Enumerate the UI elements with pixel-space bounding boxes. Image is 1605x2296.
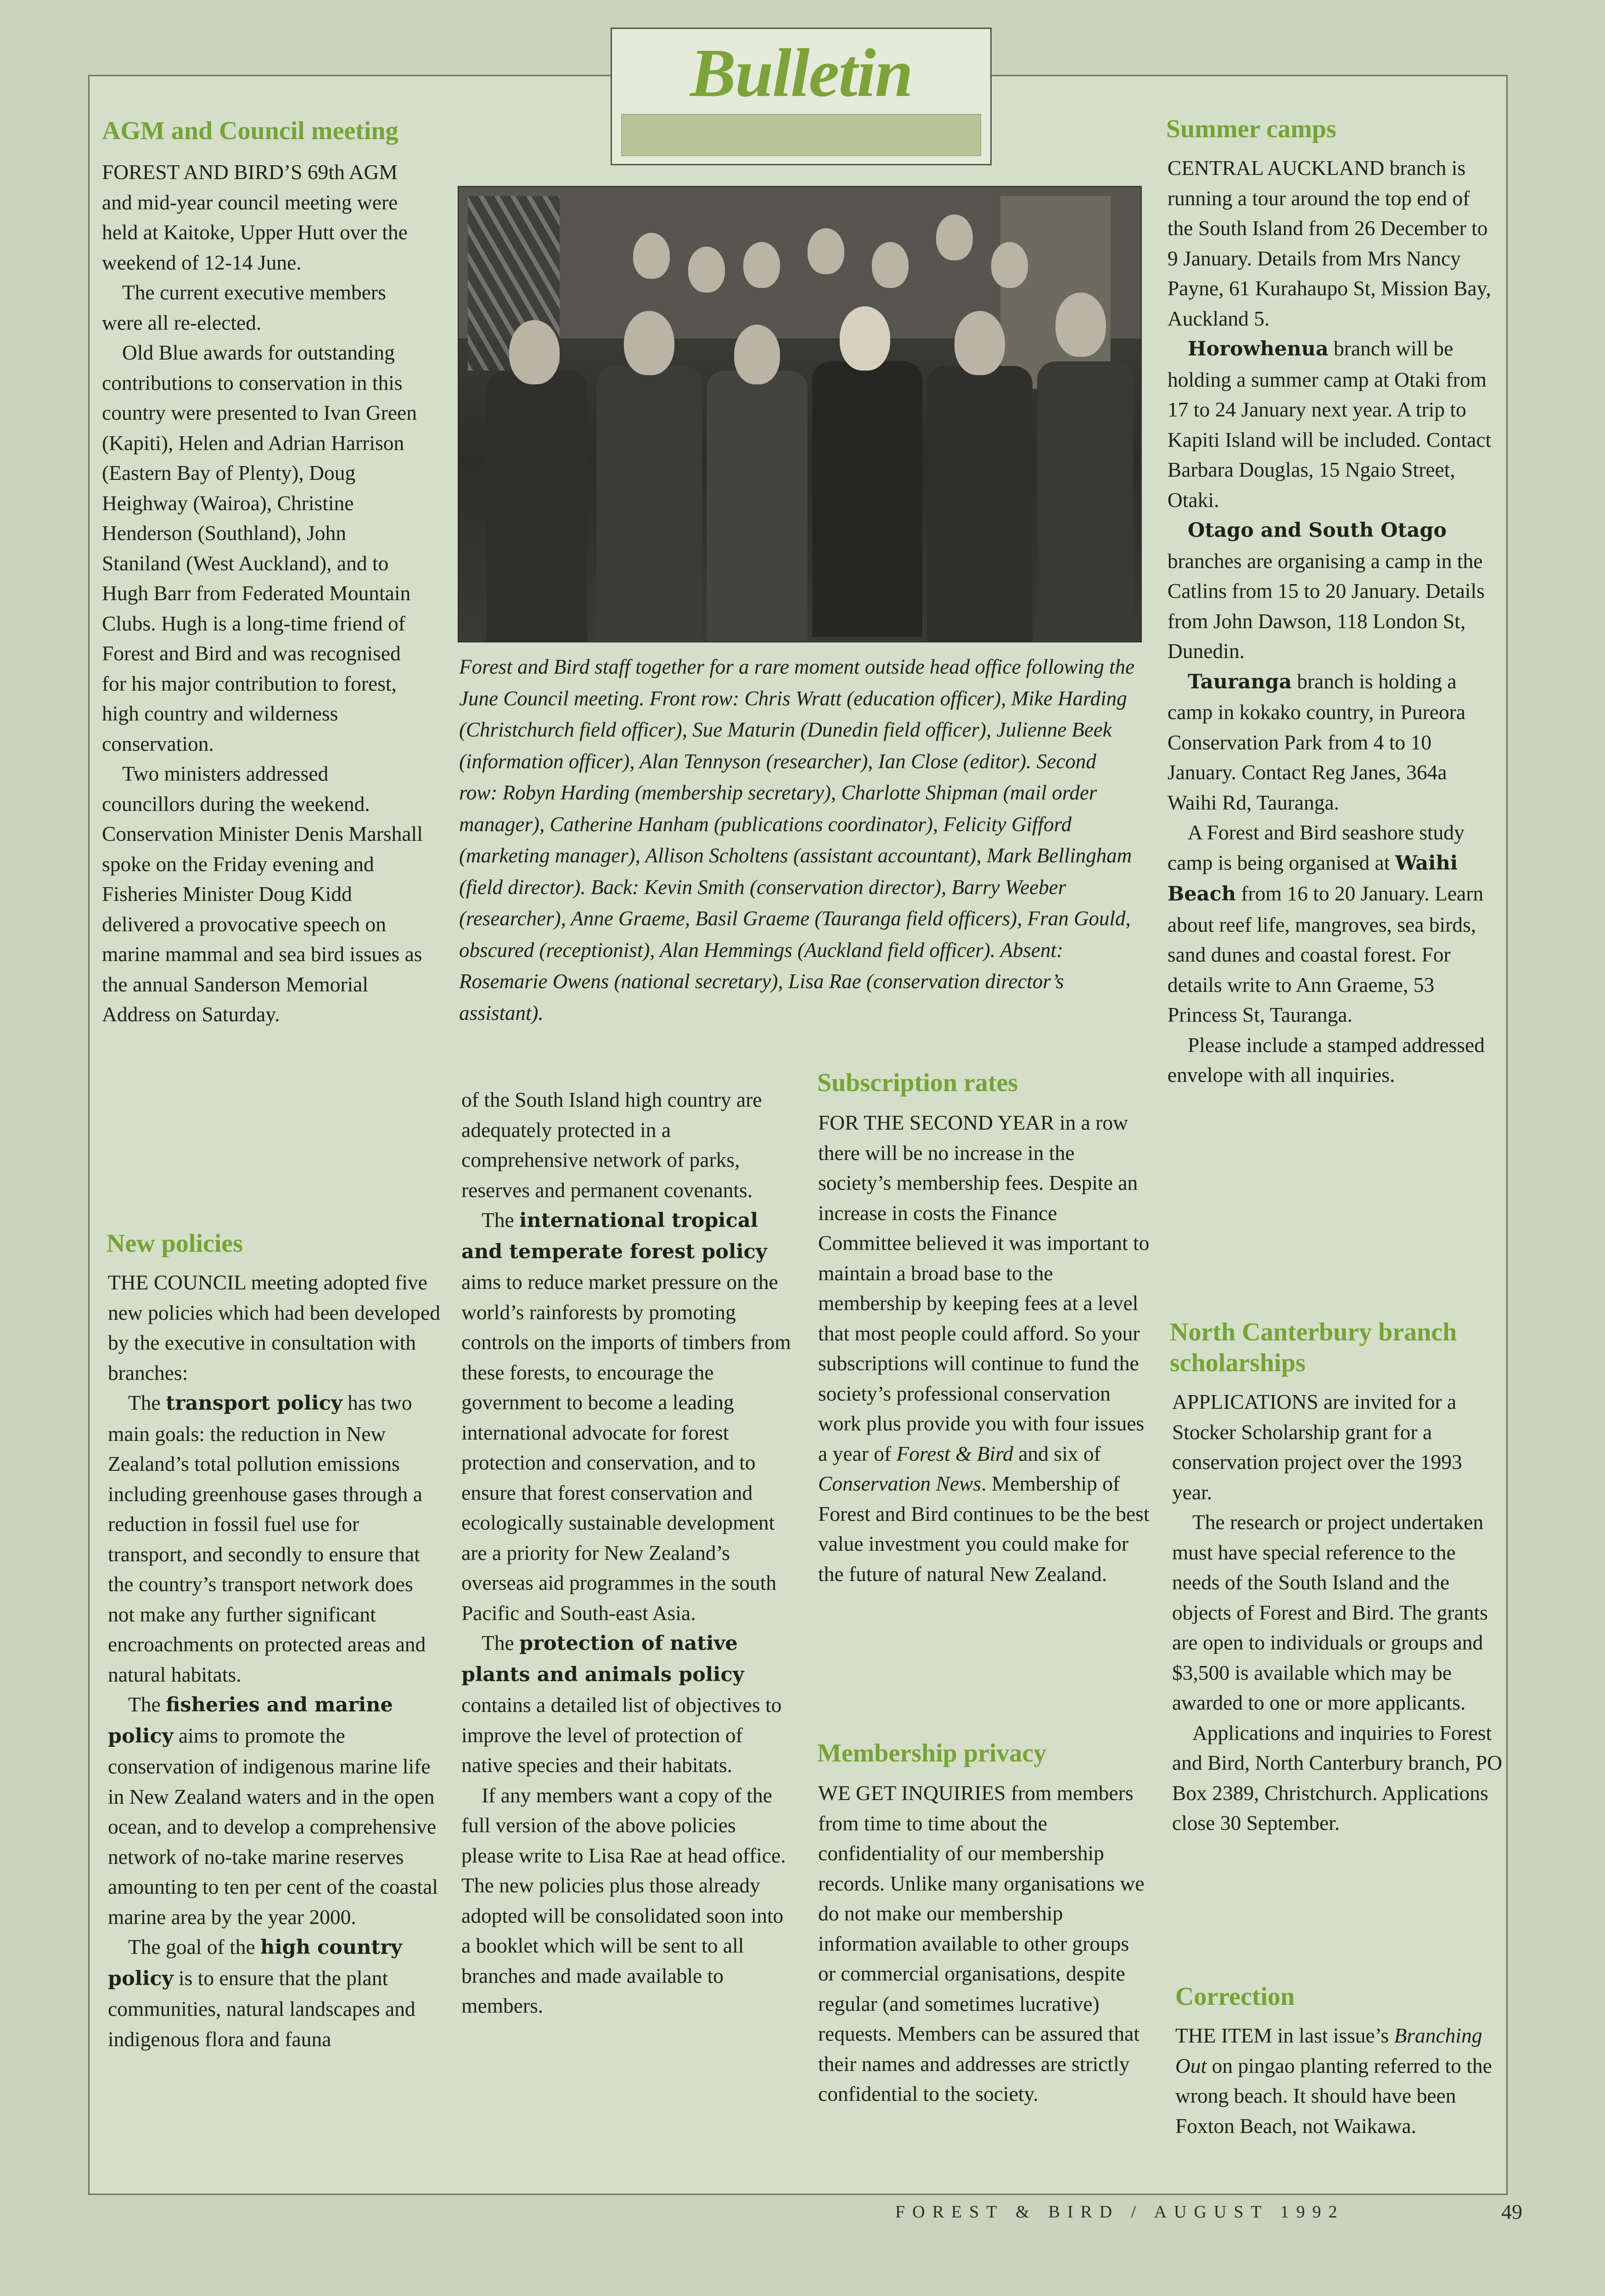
scholarships-paragraph-2: The research or project undertaken must have special reference to the needs of the South Island and the objects of Forest and Bird. The grants are open to individuals or groups and $3,500 is available which may be awarded to one or more applicants. [1172,1510,1488,1714]
agm-article [102,157,423,1030]
policies-copy-paragraph: If any members want a copy of the full version of the above policies please write to Lisa Rae at head office. The new policies plus those already adopted will be consolidated soon into a booklet which will be sent to all branches and made available to members. [461,1783,786,2017]
high-country-policy-term: high country policy [108,1936,402,1990]
transport-paragraph: The transport policy has two main goals: the reduction in New Zealand’s total pollution emissions including greenhouse gases through a reduction in fossil fuel use for transport, and secondly to ensure that the country’s transport network does not make any further significant encroachments on protected areas and natural habitats. [108,1391,426,1686]
fisheries-paragraph: The fisheries and marine policy aims to promote the conservation of indigenous marine life in New Zealand waters and in the open ocean, and to develop a comprehensive network of no-take marine reserves amounting to ten per cent of the coastal marine area by the year 2000. [108,1693,438,1929]
privacy-article [818,1778,1151,2109]
masthead-title: Bulletin [690,35,913,111]
agm-paragraph-2: The current executive members were all re-elected. [102,281,386,334]
magazine-title-forest-bird: Forest & Bird [896,1441,1013,1465]
international-forest-paragraph: The international tropical and temperate forest policy aims to reduce market pressure on the world’s rainforests by promoting controls on the imports of timbers from these forests, to encourage the government to become a leading international advocate for forest protection and conservation, and to ensure that forest conservation and ecologically sustainable development are a priority for New Zealand’s overseas aid programmes in the south Pacific and South-east Asia. [461,1208,791,1625]
policies-heading: New policies [107,1229,243,1258]
international-forest-policy-term: international tropical and temperate forest policy [461,1209,767,1263]
agm-paragraph-3: Old Blue awards for outstanding contributions to conservation in this country were presented to Ivan Green (Kapiti), Helen and Adrian Harrison (Eastern Bay of Plenty), Doug Heighway (Wairoa), Christine Henderson (Southland), John Staniland (West Auckland), and to Hugh Barr from Federated Mountain Clubs. Hugh is a long-time friend of Forest and Bird and was recognised for his major contribution to forest, high country and wilderness conservation. [102,341,417,755]
policies-article-start [108,1267,441,2054]
scholarships-article [1172,1387,1503,1838]
scholarships-heading: North Canterbury branch scholarships [1170,1318,1457,1378]
tauranga-term: Tauranga [1188,670,1292,693]
correction-heading: Correction [1175,1982,1295,2011]
agm-paragraph-4: Two ministers addressed councillors during the weekend. Conservation Minister Denis Marshall spoke on the Friday evening and Fisheries Minister Doug Kidd delivered a provocative speech on marine mammal and sea bird issues as the annual Sanderson Memorial Address on Saturday. [102,762,423,1026]
staff-photo [458,186,1142,642]
native-species-paragraph: The protection of native plants and animals policy contains a detailed list of objectives to improve the level of protection of native species and their habitats. [461,1631,782,1777]
transport-policy-term: transport policy [166,1392,342,1415]
stamped-envelope-paragraph: Please include a stamped addressed envelope with all inquiries. [1167,1033,1485,1086]
native-species-policy-term: protection of native plants and animals policy [461,1632,744,1686]
policies-intro: THE COUNCIL meeting adopted five new policies which had been developed by the executive in consultation with branches: [108,1271,440,1384]
camps-heading: Summer camps [1166,115,1336,143]
correction-paragraph: THE ITEM in last issue’s Branching Out on pingao planting referred to the wrong beach. It should have been Foxton Beach, not Waikawa. [1175,2024,1492,2138]
policies-article-continued [461,1085,792,2021]
magazine-title-conservation-news: Conservation News [818,1472,982,1495]
central-auckland-paragraph: CENTRAL AUCKLAND branch is running a tour around the top end of the South Island from 26 December to 9 January. Details from Mrs Nancy Payne, 61 Kurahaupo St, Mission Bay, Auckland 5. [1167,156,1491,330]
seashore-paragraph: A Forest and Bird seashore study camp is being organised at Waihi Beach from 16 to 20 January. Learn about reef life, mangroves, sea birds, sand dunes and coastal forest. For details write to Ann Graeme, 53 Princess St, Tauranga. [1167,821,1484,1026]
camps-article [1167,153,1498,1090]
tauranga-paragraph: Tauranga branch is holding a camp in kokako country, in Pureora Conservation Park from 4 to 10 January. Contact Reg Janes, 364a Waihi Rd, Tauranga. [1167,669,1466,814]
privacy-paragraph: WE GET INQUIRIES from members from time to time about the confidentiality of our membership records. Unlike many organisations we do not make our membership information available to other groups or commercial organisations, despite regular (and sometimes lucrative) requests. Members can be assured that their names and addresses are strictly confidential to the society. [818,1781,1145,2105]
subscription-heading: Subscription rates [817,1069,1018,1097]
scholarships-paragraph-3: Applications and inquiries to Forest and Bird, North Canterbury branch, PO Box 2389, Christchurch. Applications close 30 September. [1172,1721,1503,1835]
footer-publication: FOREST & BIRD / AUGUST 1992 [895,2202,1345,2222]
photo-doorway [1000,196,1111,389]
branching-out-title: Branching Out [1175,2024,1482,2077]
otago-term: Otago and South Otago [1188,519,1447,542]
page-number: 49 [1501,2200,1522,2223]
masthead-bar [621,114,981,156]
subscription-paragraph: FOR THE SECOND YEAR in a row there will be no increase in the society’s membership fees. Despite an increase in costs the Finance Committee believed it was important to maintain a broad base to the membership by keeping fees at a level that most people could afford. So your subscriptions will continue to fund the society’s professional conservation work plus provide you with four issues a year of Forest & Bird and six of Conservation News. Membership of Forest and Bird continues to be the best value investment you could make for the future of natural New Zealand. [818,1111,1150,1586]
subscription-article [818,1108,1151,1589]
high-country-paragraph: The goal of the high country policy is to ensure that the plant communities, natural landscapes and indigenous flora and fauna [108,1935,415,2051]
agm-paragraph-1: FOREST AND BIRD’S 69th AGM and mid-year council meeting were held at Kaitoke, Upper Hutt over the weekend of 12-14 June. [102,160,408,274]
masthead [611,28,992,165]
scholarships-paragraph-1: APPLICATIONS are invited for a Stocker Scholarship grant for a conservation project over the 1993 year. [1172,1390,1462,1504]
photo-caption: Forest and Bird staff together for a rare moment outside head office following the June Council meeting. Front row: Chris Wratt (education officer), Mike Harding (Christchurch field officer), Sue Maturin (Dunedin field officer), Julienne Beek (information officer), Alan Tennyson (researcher), Ian Close (editor). Second row: Robyn Harding (membership secretary), Charlotte Shipman (mail order manager), Catherine Hanham (publications coordinator), Felicity Gifford (marketing manager), Allison Scholtens (assistant accountant), Mark Bellingham (field director). Back: Kevin Smith (conservation director), Barry Weeber (researcher), Anne Graeme, Basil Graeme (Tauranga field officers), Fran Gould, obscured (receptionist), Alan Hemmings (Auckland field officer). Absent: Rosemarie Owens (national secretary), Lisa Rae (conservation director’s assistant). [459,655,1135,1024]
horowhenua-term: Horowhenua [1188,338,1329,360]
otago-paragraph: Otago and South Otago branches are organising a camp in the Catlins from 15 to 20 January. Details from John Dawson, 118 London St, Dunedin. [1167,519,1485,663]
waihi-beach-term: Waihi Beach [1167,851,1458,906]
high-country-continued: of the South Island high country are adequately protected in a comprehensive network of parks, reserves and permanent covenants. [461,1088,762,1202]
privacy-heading: Membership privacy [817,1739,1047,1767]
agm-heading: AGM and Council meeting [102,117,398,145]
horowhenua-paragraph: Horowhenua branch will be holding a summer camp at Otaki from 17 to 24 January next year. A trip to Kapiti Island will be included. Contact Barbara Douglas, 15 Ngaio Street, Otaki. [1167,337,1492,512]
correction-article [1175,2020,1501,2141]
fisheries-policy-term: fisheries and marine policy [108,1694,393,1748]
